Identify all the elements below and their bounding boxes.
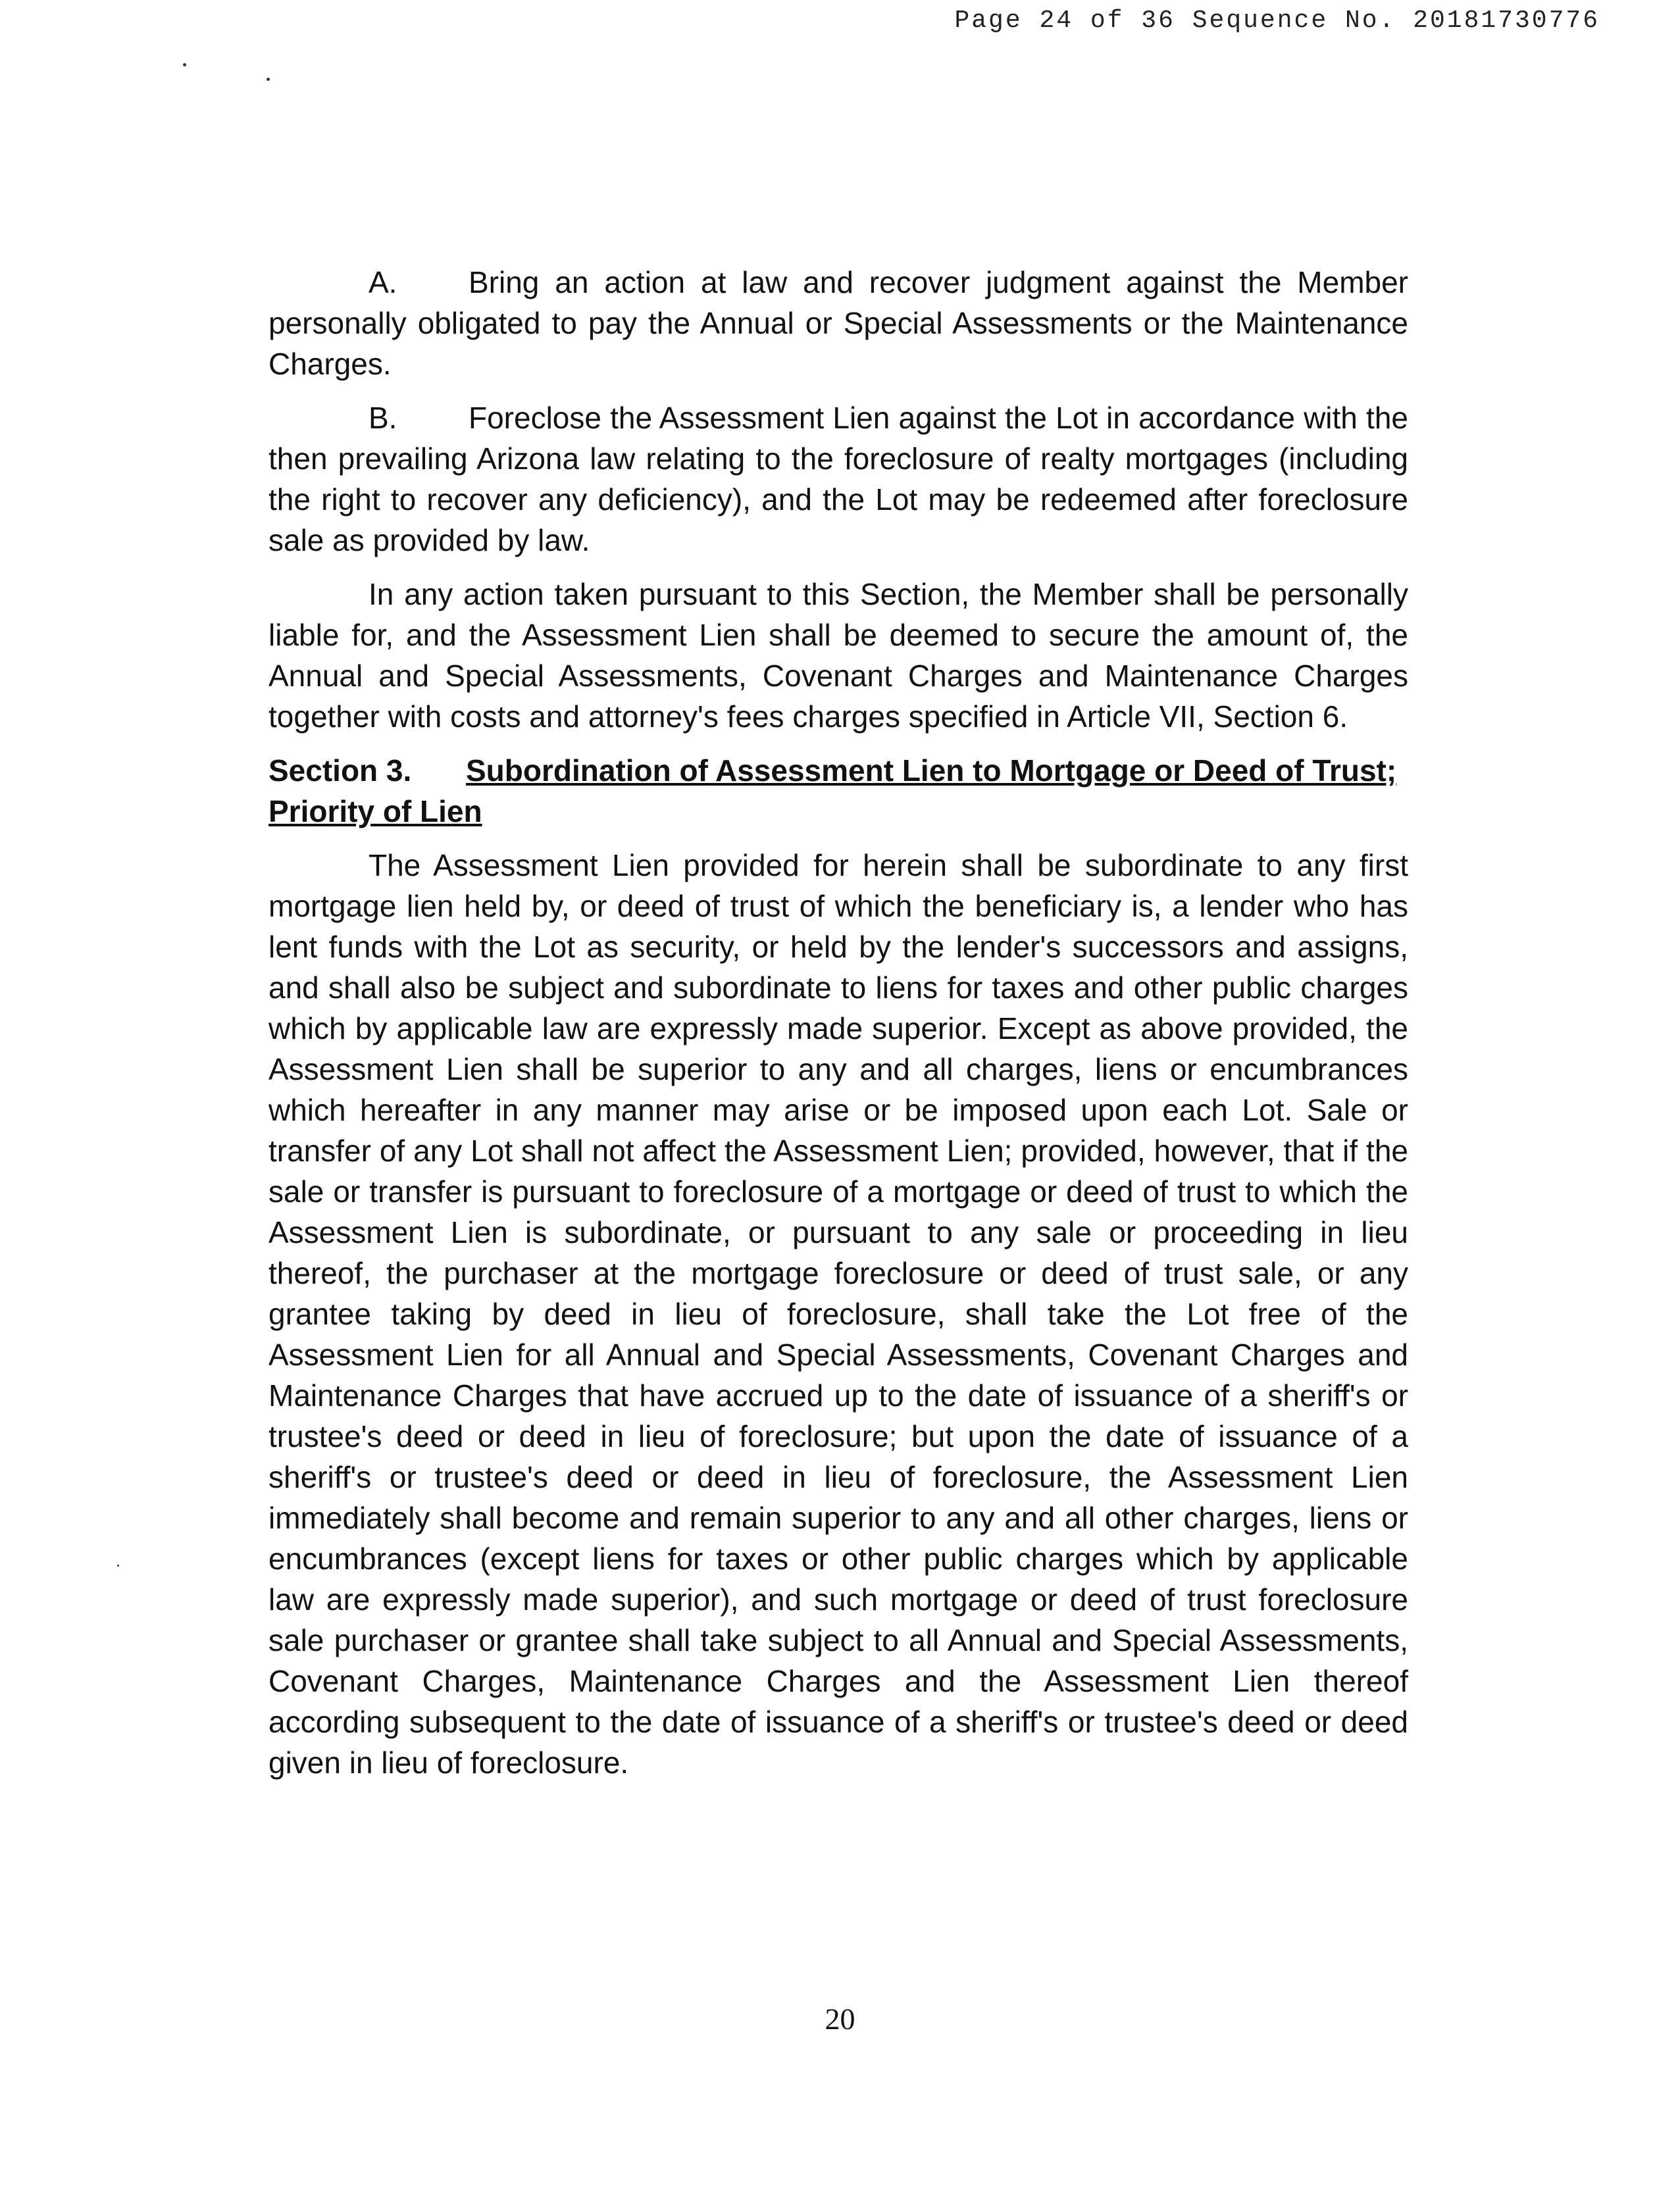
section-body-paragraph: The Assessment Lien provided for herein shall be subordinate to any first mortgage lien held by, or deed of trust of which the beneficiary is, a lender who has lent funds with the Lot as security, or held by the lender's successors and assigns, and shall also be subject and subordinate to liens for taxes and other public charges which by applicable law are expressly made superior. Except as above provided, the Assessment Lien shall be superior to any and all charges, liens or encumbrances which hereafter in any manner may arise or be imposed upon each Lot. Sale or transfer of any Lot shall not affect the Assessment Lien; provided, however, that if the sale or transfer is pursuant to foreclosure of a mortgage or deed of trust to which the Assessment Lien is subordinate, or pursuant to any sale or proceeding in lieu thereof, the purchaser at the mortgage foreclosure or deed of trust sale, or any grantee taking by deed in lieu of foreclosure, shall take the Lot free of the Assessment Lien for all Annual and Special Assessments, Covenant Charges and Maintenance Charges that have accrued up to the date of issuance of a sheriff's or trustee's deed or deed in lieu of foreclosure; but upon the date of issuance of a sheriff's or trustee's deed or deed in lieu of foreclosure, the Assessment Lien immediately shall become and remain superior to any and all other charges, liens or encumbrances (except liens for taxes or other public charges which by applicable law are expressly made superior), and such mortgage or deed of trust foreclosure sale purchaser or grantee shall take subject to all Annual and Special Assessments, Covenant Charges, Maintenance Charges and the Assessment Lien thereof according subsequent to the date of issuance of a sheriff's or trustee's deed or deed given in lieu of foreclosure. [268, 848, 1408, 1780]
section-number: Section 3. [268, 753, 412, 788]
scan-speck [117, 1565, 119, 1567]
recording-stamp: Page 24 of 36 Sequence No. 20181730776 [954, 7, 1600, 35]
scan-speck [183, 63, 186, 66]
item-letter: A. [369, 265, 397, 299]
page-number: 20 [825, 2002, 855, 2036]
item-letter: B. [369, 401, 397, 435]
list-item-b [268, 397, 1408, 561]
section-title: Subordination of Assessment Lien to Mortgage or Deed of Trust; Priority of Lien [268, 753, 1397, 828]
section-heading [268, 750, 1408, 832]
item-text: Foreclose the Assessment Lien against the Lot in accordance with the then prevailing Arizona law relating to the foreclosure of realty mortgages (including the right to recover any deficiency), and the Lot may be redeemed after foreclosure sale as provided by law. [268, 401, 1408, 557]
list-item-a [268, 262, 1408, 384]
action-paragraph: In any action taken pursuant to this Section, the Member shall be personally liable for, and the Assessment Lien shall be deemed to secure the amount of, the Annual and Special Assessments, Covenant Charges and Maintenance Charges together with costs and attorney's fees charges specified in Article VII, Section 6. [268, 577, 1408, 734]
item-text: Bring an action at law and recover judgment against the Member personally obligated to pay the Annual or Special Assessments or the Maintenance Charges. [268, 265, 1408, 381]
document-body [268, 262, 1408, 1796]
scan-speck [267, 78, 270, 81]
